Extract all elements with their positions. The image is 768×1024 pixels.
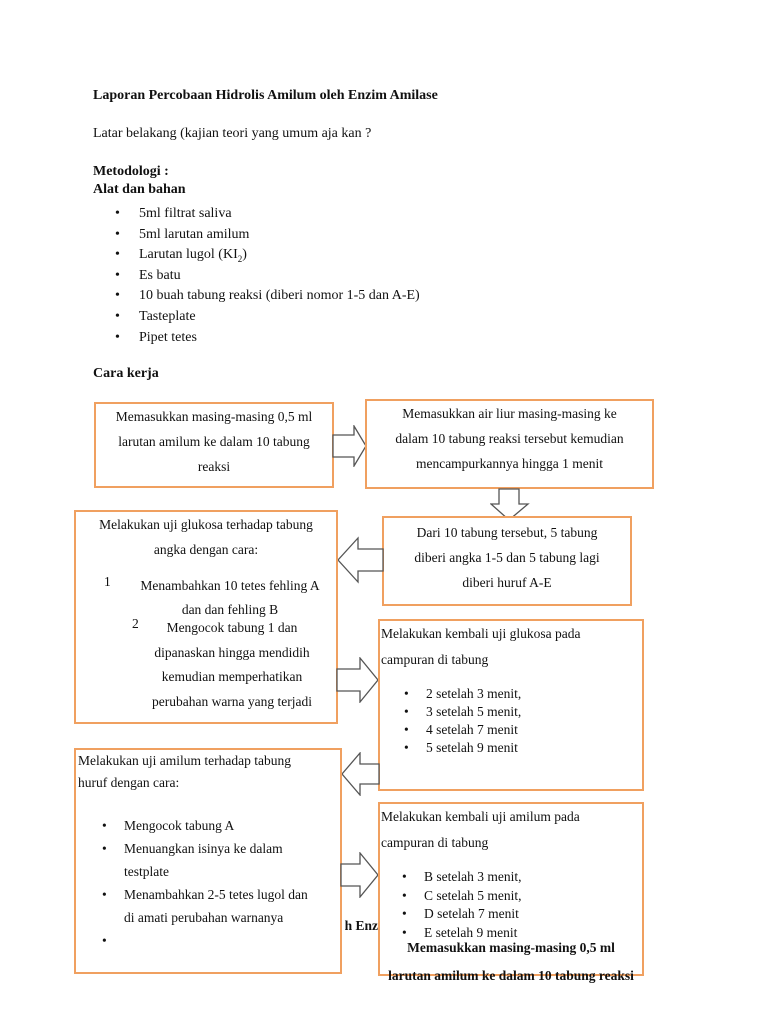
list-item: • B setelah 3 menit,	[398, 868, 521, 887]
flow-box-5	[378, 619, 644, 791]
list-item: • 4 setelah 7 menit	[400, 721, 521, 739]
box-line: campuran di tabung	[381, 652, 489, 667]
alat-bahan-list	[115, 204, 420, 348]
step-number: 1	[104, 574, 111, 589]
box-line: diberi huruf A-E	[462, 575, 552, 590]
list-item: • E setelah 9 menit	[398, 924, 521, 943]
flow-box-1	[94, 402, 334, 488]
box-line: dalam 10 tabung reaksi tersebut kemudian	[395, 431, 624, 446]
alat-bahan-heading: Alat dan bahan	[93, 182, 186, 197]
list-item-text: testplate	[124, 864, 169, 879]
arrow-right-icon	[332, 425, 368, 467]
box-line: Menambahkan 10 tetes fehling A	[140, 578, 320, 593]
document-title: Laporan Percobaan Hidrolis Amilum oleh Enzim Amilase	[93, 88, 438, 103]
list-item	[115, 245, 420, 266]
glukosa-list	[400, 685, 521, 757]
latar-belakang-text: Latar belakang (kajian teori yang umum aja kan ?	[93, 126, 372, 141]
list-item: • Pipet tetes	[115, 328, 420, 349]
box-line: reaksi	[197, 459, 231, 474]
box-line: diberi angka 1-5 dan 5 tabung lagi	[414, 550, 600, 565]
box-line: Melakukan uji glukosa terhadap tabung	[99, 517, 313, 532]
box-line: mencampurkannya hingga 1 menit	[415, 456, 604, 471]
box-line: campuran di tabung	[381, 835, 489, 850]
box-line: Mengocok tabung 1 dan	[166, 620, 298, 635]
box-line: Memasukkan air liur masing-masing ke	[402, 406, 617, 421]
list-item: • Tasteplate	[115, 307, 420, 328]
box-line: dan dan fehling B	[181, 602, 279, 617]
box-line: Memasukkan masing-masing 0,5 ml	[407, 940, 615, 955]
arrow-right-icon	[336, 657, 380, 703]
box-line: Melakukan kembali uji glukosa pada	[381, 626, 581, 641]
list-item: • Es batu	[115, 266, 420, 287]
list-item: • D setelah 7 menit	[398, 905, 521, 924]
step-number: 2	[132, 616, 139, 631]
amilum-time-list	[398, 868, 521, 942]
list-item: • Menambahkan 2-5 tetes lugol dan	[98, 883, 308, 906]
list-item	[98, 929, 308, 952]
box-line: Melakukan kembali uji amilum pada	[381, 809, 580, 824]
list-item-text: di amati perubahan warnanya	[124, 910, 284, 925]
list-item: • 5ml filtrat saliva	[115, 204, 420, 225]
amilum-list	[98, 814, 308, 952]
flow-box-4	[74, 510, 338, 724]
list-item: • 5 setelah 9 menit	[400, 739, 521, 757]
box-line: larutan amilum ke dalam 10 tabung reaksi	[388, 968, 634, 983]
list-item-continuation	[98, 860, 308, 883]
list-item: • 10 buah tabung reaksi (diberi nomor 1-5 dan A-E)	[115, 286, 420, 307]
list-item: • C setelah 5 menit,	[398, 887, 521, 906]
box-line: Memasukkan masing-masing 0,5 ml	[115, 409, 313, 424]
box-line: huruf dengan cara:	[78, 775, 180, 790]
arrow-right-icon	[340, 852, 380, 898]
box-line: larutan amilum ke dalam 10 tabung	[118, 434, 310, 449]
list-item: • 3 setelah 5 menit,	[400, 703, 521, 721]
bottom-overlay-text	[380, 934, 642, 990]
overflow-fragment: h Enz	[344, 918, 378, 933]
subscript: 2	[237, 253, 243, 264]
box-line: perubahan warna yang terjadi	[151, 693, 313, 709]
box-line: Dari 10 tabung tersebut, 5 tabung	[416, 525, 598, 540]
arrow-left-icon	[336, 536, 384, 584]
list-item-continuation	[98, 906, 308, 929]
flow-box-3	[382, 516, 632, 606]
box-line: angka dengan cara:	[153, 542, 259, 557]
box-line: kemudian memperhatikan	[161, 669, 303, 684]
flow-box-6	[74, 748, 378, 974]
list-item-text: Larutan lugol (KI	[139, 247, 238, 263]
flow-box-2	[365, 399, 654, 489]
list-item: • 5ml larutan amilum	[115, 225, 420, 246]
list-item: • Menuangkan isinya ke dalam	[98, 837, 308, 860]
metodologi-heading: Metodologi :	[93, 164, 169, 179]
box-line: Melakukan uji amilum terhadap tabung	[78, 753, 291, 768]
list-item: • 2 setelah 3 menit,	[400, 685, 521, 703]
box-line: dipanaskan hingga mendidih	[154, 644, 310, 660]
flow-box-7	[378, 802, 644, 983]
list-item: • Mengocok tabung A	[98, 814, 308, 837]
arrow-left-icon	[340, 752, 380, 796]
cara-kerja-heading: Cara kerja	[93, 366, 159, 381]
close-paren: )	[242, 247, 247, 263]
